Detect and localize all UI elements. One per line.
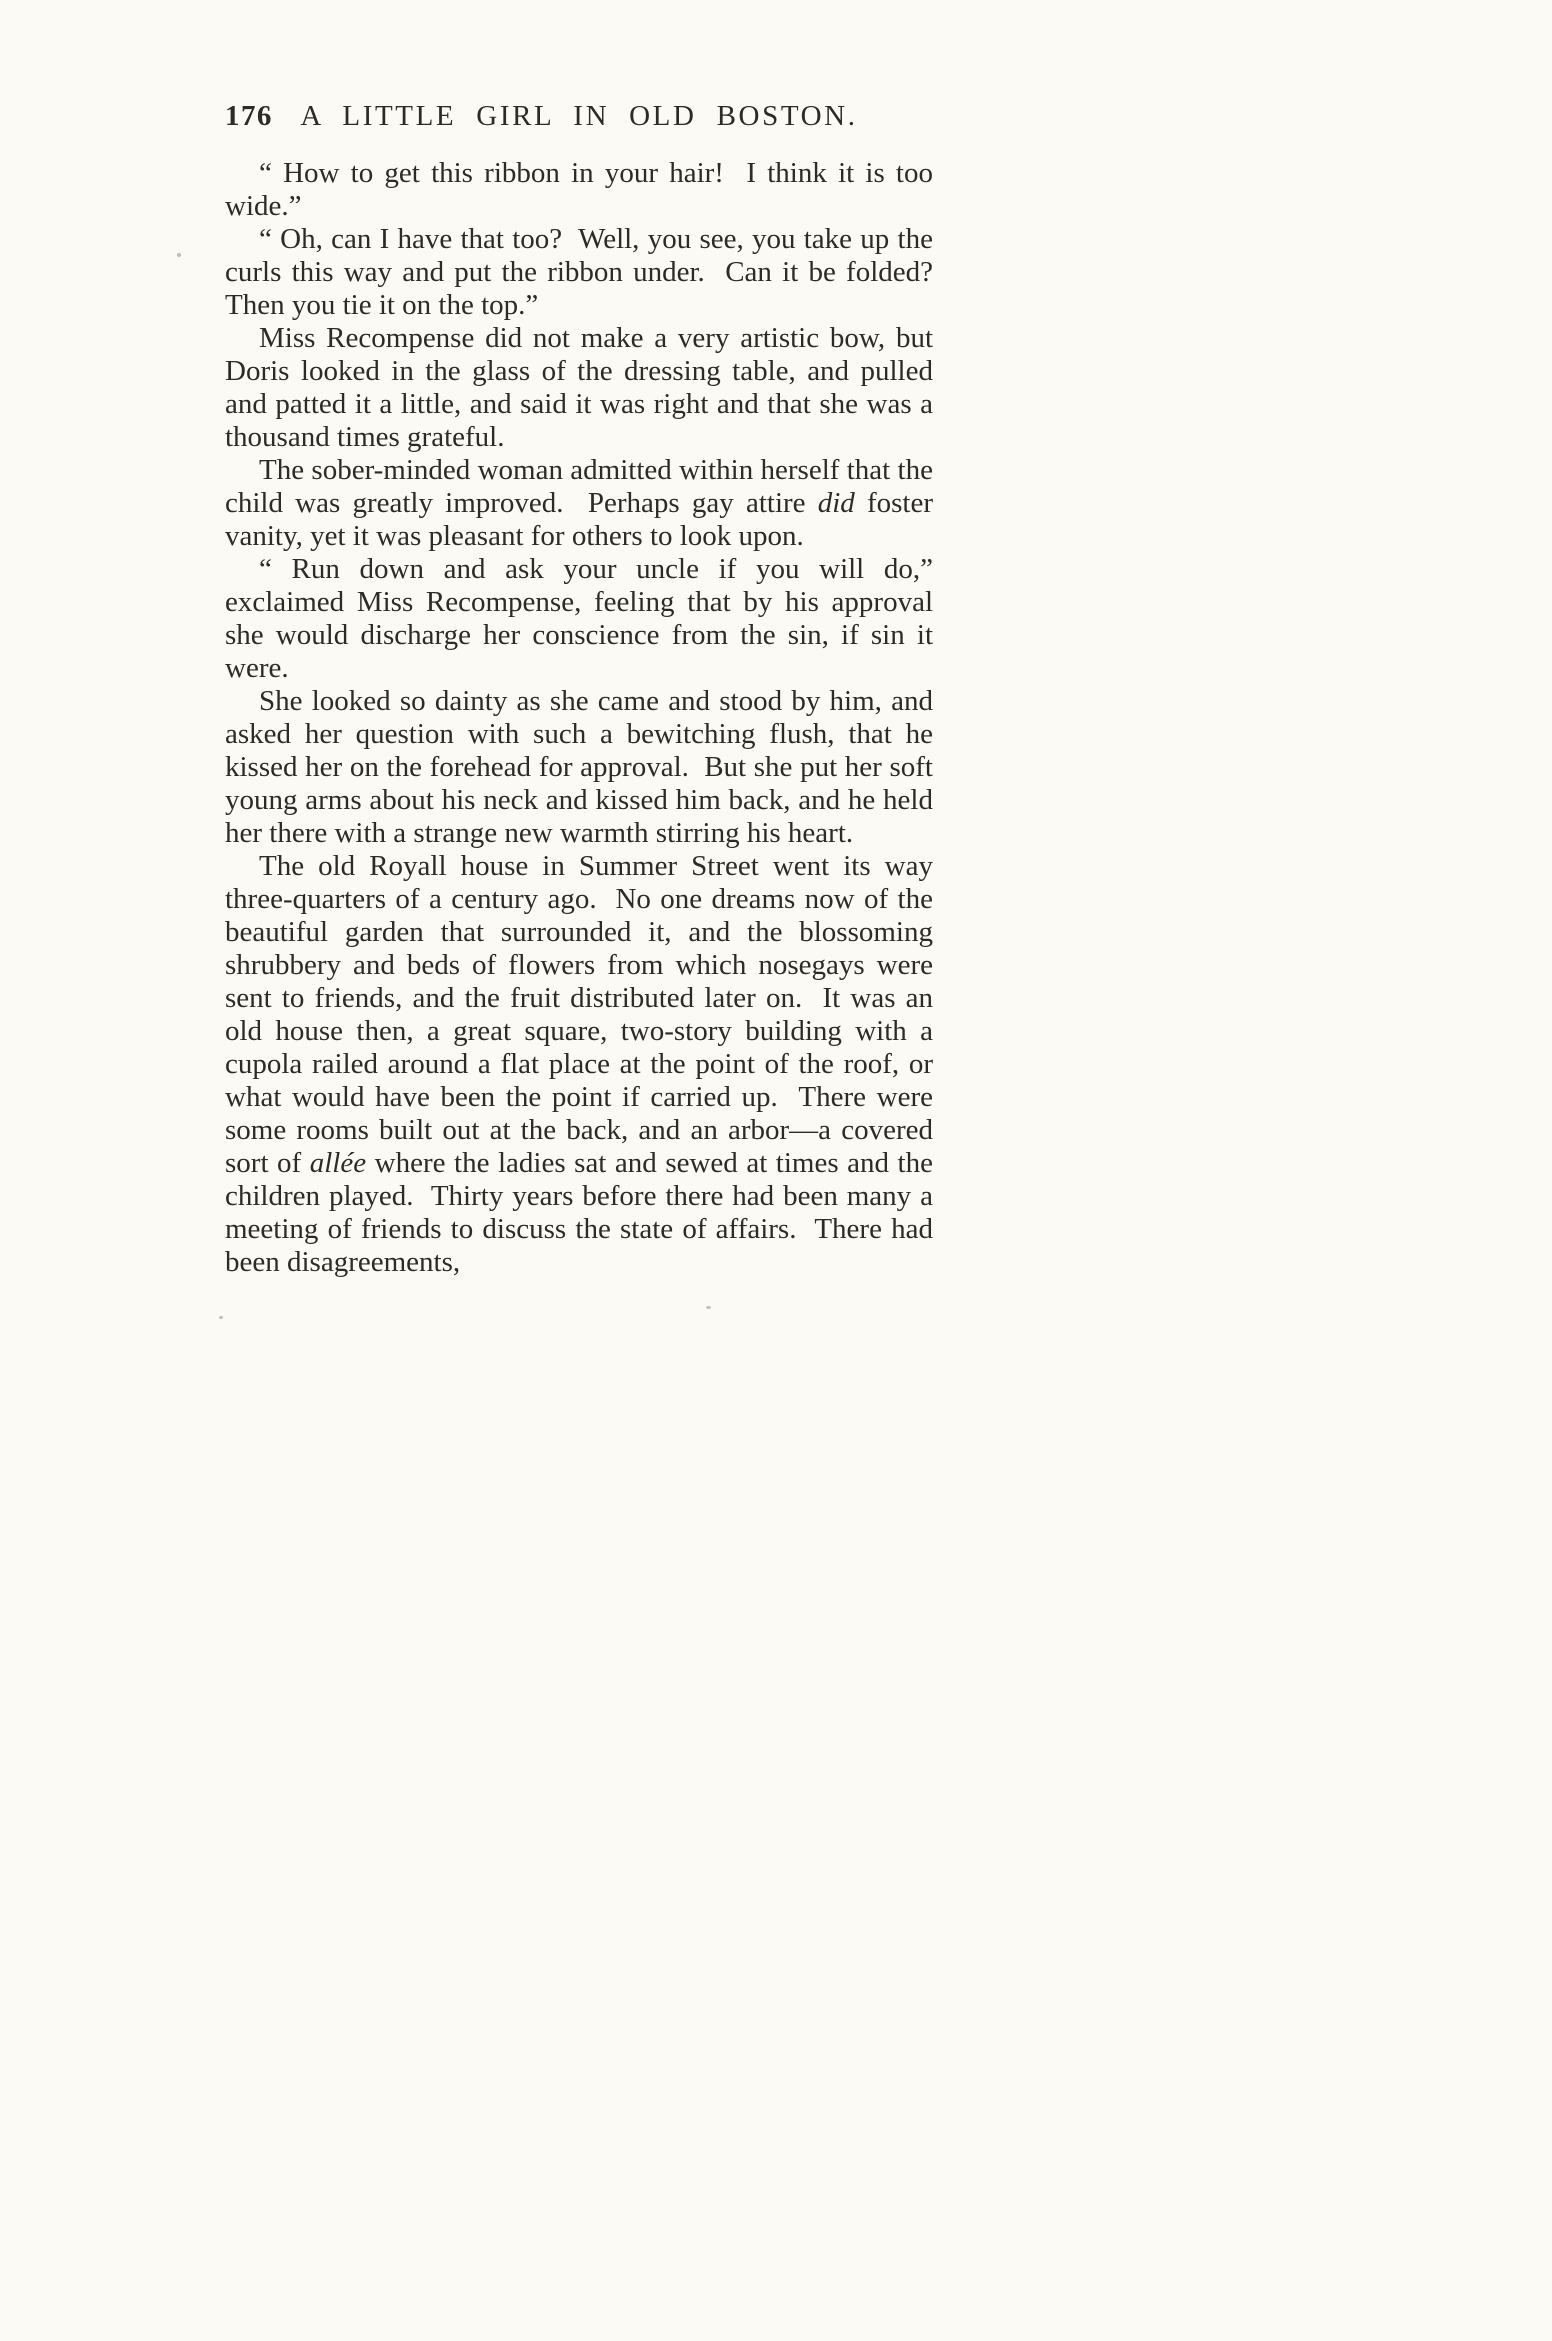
page-header [225,100,933,133]
paragraph [225,322,941,454]
text-segment: She looked so dainty as she came and stood by him, and asked her question with such a bewitching flush, that he kissed her on the forehead for approval. But she put her soft young arms about his neck and kissed him back, and he held her there with a strange new warmth stirring his heart. [225,685,941,849]
scan-speck [219,1316,223,1319]
paragraph [225,685,941,850]
scan-speck [706,1306,711,1309]
page-number: 176 [225,100,273,132]
paragraph [225,850,941,1279]
text-segment: foster vanity, yet it was pleasant for others to look upon. [225,487,941,552]
italic-text: allée [309,1147,367,1179]
paragraph [225,157,941,223]
text-segment: The sober-minded woman admitted within herself that the child was greatly improved. Perhaps gay attire [225,454,941,519]
text-segment: “ How to get this ribbon in your hair! I think it is too wide.” [225,157,941,222]
paragraph [225,454,941,553]
paragraph [225,223,948,322]
text-column [225,100,948,1279]
running-title: A LITTLE GIRL IN OLD BOSTON. [300,100,858,132]
text-segment: Miss Recompense did not make a very artistic bow, but Doris looked in the glass of the dressing table, and pulled and patted it a little, and said it was right and that she was a thousand times grateful. [225,322,941,453]
text-segment: where the ladies sat and sewed at times and the children played. Thirty years before there had been many a meeting of friends to discuss the state of affairs. There had been disagreements, [225,1147,941,1278]
body-text [225,157,948,1279]
paragraph [225,553,941,685]
scan-speck [177,253,181,257]
text-segment: “ Oh, can I have that too? Well, you see, you take up the curls this way and put the ribbon under. Can it be folded? Then you tie it on the top.” [225,223,948,321]
text-segment: “ Run down and ask your uncle if you will do,” exclaimed Miss Recompense, feeling that by his approval she would discharge her conscience from the sin, if sin it were. [225,553,941,684]
italic-text: did [817,487,855,519]
text-segment: The old Royall house in Summer Street went its way three-quarters of a century ago. No one dreams now of the beautiful garden that surrounded it, and the blossoming shrubbery and beds of flowers from which nosegays were sent to friends, and the fruit distributed later on. It was an old house then, a great square, two-story building with a cupola railed around a flat place at the point of the roof, or what would have been the point if carried up. There were some rooms built out at the back, and an arbor—a covered sort of [225,850,941,1179]
